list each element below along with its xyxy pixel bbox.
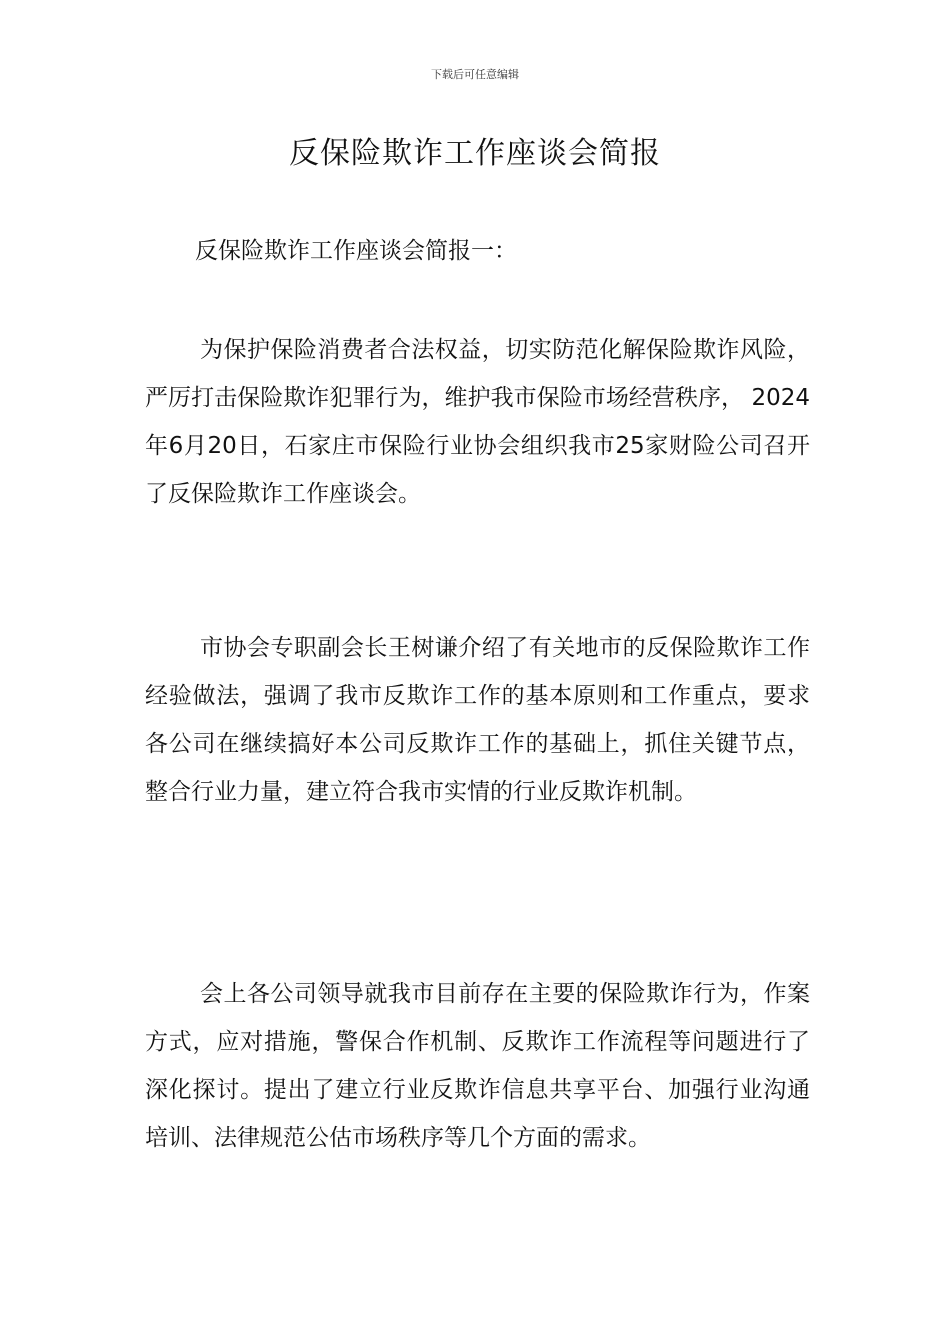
paragraph-3: 会上各公司领导就我市目前存在主要的保险欺诈行为，作案方式，应对措施，警保合作机制、反欺诈工作流程等问题进行了深化探讨。提出了建立行业反欺诈信息共享平台、加强行业沟通培训、法律规范公估市场秩序等几个方面的需求。 (145, 981, 810, 1151)
document-title: 反保险欺诈工作座谈会简报 (289, 136, 661, 171)
paragraph-2: 市协会专职副会长王树谦介绍了有关地市的反保险欺诈工作经验做法，强调了我市反欺诈工作的基本原则和工作重点，要求各公司在继续搞好本公司反欺诈工作的基础上，抓住关键节点，整合行业力量，建立符合我市实情的行业反欺诈机制。 (145, 635, 810, 805)
document-subtitle: 反保险欺诈工作座谈会简报一： (195, 238, 517, 264)
paragraph-1: 为保护保险消费者合法权益，切实防范化解保险欺诈风险，严厉打击保险欺诈犯罪行为，维护我市保险市场经营秩序， 2024年6月20日，石家庄市保险行业协会组织我市25家财险公司召开了反保险欺诈工作座谈会。 (145, 337, 810, 507)
header-note: 下载后可任意编辑 (431, 68, 519, 81)
